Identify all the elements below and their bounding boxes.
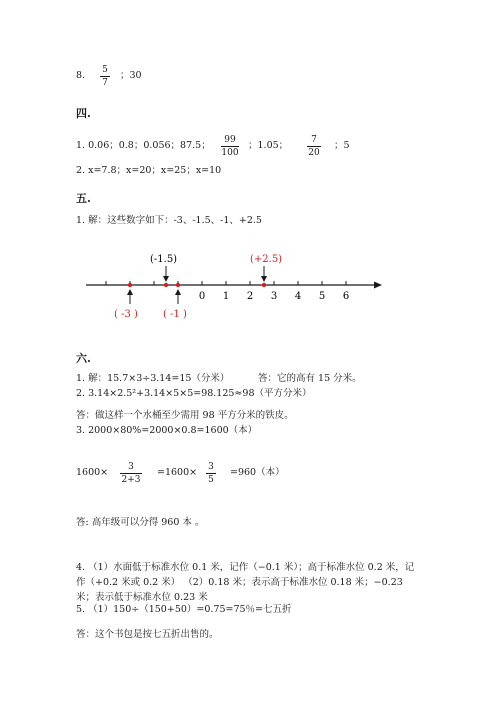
section-5-heading: 五. — [76, 192, 91, 205]
s6-line1: 1. 解：15.7×3÷3.14=15（分米） — [76, 373, 230, 384]
label-minus-3: ( -3 ) — [114, 309, 138, 320]
arrow-minus-1-5-head — [163, 276, 169, 282]
number-line-arrowhead — [374, 282, 382, 289]
label-plus-2-5: (+2.5) — [250, 254, 283, 265]
label-minus-1: ( -1 ) — [163, 309, 187, 320]
s6-calc-end: =960（本） — [230, 467, 285, 478]
arrow-plus-2-5-head — [261, 276, 267, 282]
s6-answer-5: 答：这个书包是按七五折出售的。 — [76, 629, 219, 640]
point-plus-2-5 — [262, 283, 266, 287]
s6-cf1-bar — [120, 473, 142, 474]
s6-cf1-den: 2+3 — [121, 475, 141, 485]
s4-line1-end: ；5 — [334, 140, 350, 151]
number-line-diagram — [0, 240, 500, 330]
s4-fraction-1 — [221, 135, 239, 158]
tick-label: 1 — [222, 291, 230, 302]
section-4-heading: 四. — [76, 107, 91, 120]
tick-label: 3 — [270, 291, 278, 302]
s5-line1: 1. 解：这些数字如下：-3、-1.5、-1、+2.5 — [76, 215, 262, 226]
tick-label: 6 — [342, 291, 350, 302]
s6-calc-mid: =1600× — [157, 467, 198, 478]
q8-frac-num: 5 — [102, 65, 108, 75]
q8-frac-bar — [100, 76, 110, 77]
s6-cf2-num: 3 — [208, 462, 214, 472]
s6-line2: 2. 3.14×2.5²+3.14×5×5=98.125≈98（平方分米） — [76, 388, 312, 399]
s4-line1-pre: 1. 0.06；0.8；0.056；87.5； — [76, 140, 211, 151]
point-minus-1 — [176, 283, 180, 287]
q8-number: 8. — [76, 70, 86, 81]
s6-answer-3: 答: 高年级可以分得 960 本 。 — [76, 517, 205, 528]
s4-f1-den: 100 — [221, 148, 239, 158]
s4-f2-den: 20 — [308, 148, 320, 158]
s6-cf2-bar — [206, 473, 216, 474]
s6-line5a: 4. （1）水面低于标准水位 0.1 米，记作（−0.1 米）；高于标准水位 0.2 米，记 — [76, 562, 415, 573]
s6-line1-answer: 答：它的高有 15 分米。 — [258, 373, 362, 384]
s4-f2-num: 7 — [311, 135, 317, 145]
s6-cf1-num: 3 — [128, 462, 134, 472]
s6-calc-fraction-2 — [206, 462, 216, 485]
s6-line4: 3. 2000×80%=2000×0.8=1600（本） — [76, 425, 258, 436]
q8-tail: ；30 — [120, 70, 142, 81]
s6-line5c: 米；表示低于标准水位 0.23 米 — [76, 592, 208, 603]
arrow-minus-1-head — [175, 289, 181, 295]
arrow-minus-3-head — [127, 289, 133, 295]
s4-f1-bar — [221, 146, 239, 147]
s4-fraction-2 — [307, 135, 321, 158]
point-minus-3 — [128, 283, 132, 287]
section-6-heading: 六. — [76, 352, 91, 365]
s4-f2-bar — [307, 146, 321, 147]
tick-label: 4 — [294, 291, 302, 302]
tick-label: 5 — [318, 291, 326, 302]
q8-fraction — [100, 65, 110, 88]
s6-cf2-den: 5 — [208, 475, 214, 485]
label-minus-1-5: (-1.5) — [150, 254, 178, 265]
tick-label: 2 — [246, 291, 254, 302]
s6-calc-pre: 1600× — [76, 467, 109, 478]
number-line-ticks — [106, 281, 346, 285]
s6-line6: 5. （1）150÷（150+50）=0.75=75％=七五折 — [76, 604, 292, 615]
number-line-tick-labels — [199, 291, 349, 302]
point-minus-1-5 — [164, 283, 168, 287]
tick-label: 0 — [198, 291, 206, 302]
s6-line5b: 作（+0.2 米或 0.2 米） （2）0.18 米；表示高于标准水位 0.18 米；−0.23 — [76, 577, 403, 588]
s4-line2: 2. x=7.8；x=20；x=25；x=10 — [76, 165, 222, 176]
s4-f1-num: 99 — [224, 135, 236, 145]
q8-frac-den: 7 — [102, 78, 108, 88]
s6-calc-fraction-1 — [120, 462, 142, 485]
s6-line3: 答：做这样一个水桶至少需用 98 平方分米的铁皮。 — [76, 410, 294, 421]
s4-line1-mid: ；1.05； — [248, 140, 289, 151]
